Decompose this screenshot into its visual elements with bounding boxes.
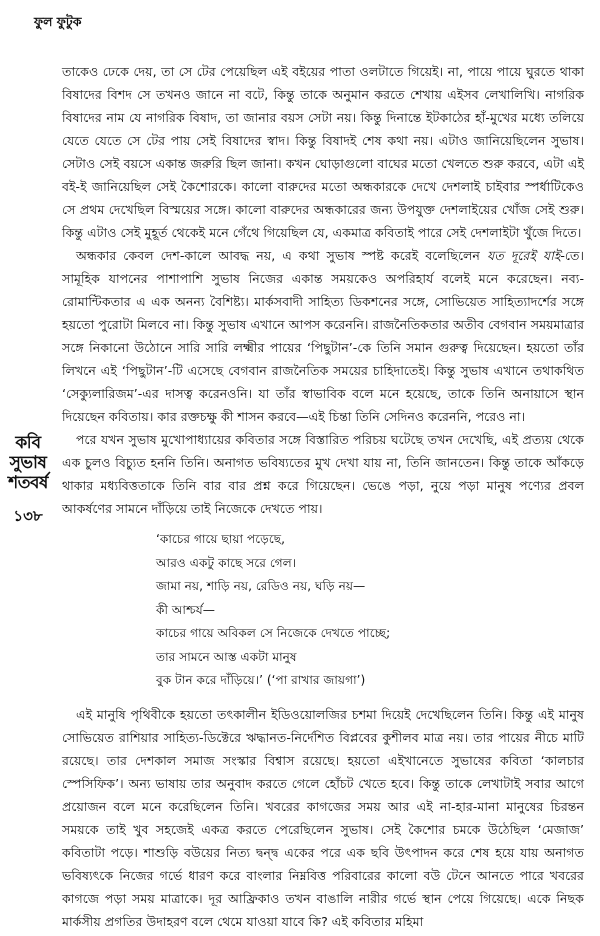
poem-line: কী আশ্চর্য— [156, 602, 215, 617]
paragraph-1: তাকেও ঢেকে দেয়, তা সে টের পেয়েছিল এই বইয়ের পাতা ওলটাতে গিয়েই। না, পায়ে পায়ে ঘুরতে থাকা বিষাদের বিশদ সে তখনও জানে না বটে, কিন্তু তাকে অনুমান করতে শেখায় এইসব লেখালিখি। নাগরিক বিষাদের নাম যে নাগরিক বিষাদ, তা জানার বয়স সেটা নয়। কিন্তু দিনান্তে ইটকাঠের হাঁ-মুখের মধ্যে তলিয়ে যেতে যেতে সে টের পায় সেই বিষাদের স্বাদ। কিন্তু বিষাদই শেষ কথা নয়। এটাও জানিয়েছিলেন সুভাষ। সেটাও সেই বয়সে একান্ত জরুরি ছিল জানা। কখন ঘোড়াগুলো বাঘের মতো খেলতে শুরু করবে, এটা এই বই-ই জানিয়েছিল সেই কৈশোরকে। কালো বারুদের মতো অন্ধকারকে দেখে দেশলাই চাইবার স্পর্ধাটিকেও সে প্রথম দেখেছিল বিস্ময়ের সঙ্গে। কালো বারুদের অন্ধকারের জন্য উপযুক্ত দেশলাইয়ের খোঁজ সেই শুরু। কিন্তু এটাও সেই মুহূর্ত থেকেই মনে গেঁথে গিয়েছিল যে, একমাত্র কবিতাই পারে সেই দেশলাইটা খুঁজে দিতে। [62, 64, 584, 240]
paragraph-2 [62, 244, 584, 428]
margin-title-line: সুভাষ [9, 453, 47, 473]
page-number: ১৩৮ [13, 507, 43, 525]
margin-title-line: কবি [15, 433, 41, 453]
poem-quote [156, 528, 584, 693]
margin-title-line: শতবর্ষ [8, 473, 48, 493]
book-title-reference: যত দূরেই যাই [487, 248, 561, 263]
poem-line: কাচের গায়ে অবিকল সে নিজেকে দেখতে পাচ্ছে; [156, 626, 391, 640]
paragraph-2-rest: -তে। সামূহিক যাপনের পাশাপাশি সুভাষ নিজের একান্ত সময়কেও অপরিহার্য বলেই মনে করেছেন। নব্য-রোমান্টিকতার এ এক অনন্য বৈশিষ্ট্য। মার্কসবাদী সাহিত্য ডিকশনের সঙ্গে, সোভিয়েত সাহিত্যাদর্শের সঙ্গে হয়তো পুরোটা মিলবে না। কিন্তু সুভাষ এখানে আপস করেননি। রাজনৈতিকতার অতীব বেগবান সময়মাত্রার সঙ্গে নিকানো উঠোনে সারি সারি লক্ষ্মীর পায়ের ‘পিছুটান’-কে তিনি সমান গুরুত্ব দিয়েছেন। হয়তো তাঁর লিখনে এই ‘পিছুটান’-টি এসেছে বেগবান রাজনৈতিক সময়ের চাহিদাতেই। কিন্তু সুভাষ এখানে তথাকথিত ‘সেক্যুলারিজম’-এর দাসত্ব করেনওনি। যা তাঁর স্বাভাবিক বলে মনে হয়েছে, তাকে তিনি অনায়াসে স্থান দিয়েছেন কবিতায়। কার রক্তচক্ষু কী শাসন করবে—এই চিন্তা তিনি সেদিনও করেননি, পরেও না। [62, 248, 584, 424]
poem-line: জামা নয়, শাড়ি নয়, রেডিও নয়, ঘড়ি নয়— [156, 579, 366, 593]
paragraph-3: পরে যখন সুভাষ মুখোপাধ্যায়ের কবিতার সঙ্গে বিস্তারিত পরিচয় ঘটেছে তখন দেখেছি, এই প্রত্যয় থেকে এক চুলও বিচ্যুত হননি তিনি। অনাগত ভবিষ্যতের মুখ দেখা যায় না, তিনি জানতেন। কিন্তু তাকে আঁকড়ে থাকার মধ্যবিত্ততাকে তিনি বার বার প্রশ্ন করে গিয়েছেন। ভেঙে পড়া, নুয়ে পড়া মানুষ পণ্যের প্রবল আকর্ষণের সামনে দাঁড়িয়ে তাই নিজেকে দেখতে পায়। [62, 432, 584, 516]
margin-book-title [4, 433, 52, 530]
poem-line: তার সামনে আস্ত একটা মানুষ [156, 649, 297, 664]
paragraph-4: এই মানুষি পৃথিবীকে হয়তো তৎকালীন ইডিওয়োলজির চশমা দিয়েই দেখেছিলেন তিনি। কিন্তু এই মানুষ সোভিয়েত রাশিয়ার সাহিত্য-ডিক্টেরে ঋদ্ধানত-নির্দেশিত বিপ্লবের কুশীলব মাত্র নয়। তার পায়ের নীচে মাটি রয়েছে। তার দেশকাল সমাজ সংস্কার বিশ্বাস রয়েছে। হয়তো এইখানেতে সুভাষের কবিতা ‘কালচার স্পেসিফিক’। অন্য ভাষায় তার অনুবাদ করতে গেলে হোঁচট খেতে হবে। কিন্তু তাকে লেখাটাই সবার আগে প্রয়োজন বলে মনে করেছিলেন তিনি। খবরের কাগজের সময় আর এই না-হার-মানা মানুষের চিরন্তন সময়কে তাই খুব সহজেই একত্র করতে পেরেছিলেন সুভাষ। সেই কৈশোর চমকে উঠেছিল ‘মেজাজ’ কবিতাটা পড়ে। শাশুড়ি বউয়ের নিত্য দ্বন্দ্ব একের পরে এক ছবি উৎপাদন করে শেষ হয়ে যায় অনাগত ভবিষ্যৎকে নিজের গর্ভে ধারণ করে বাংলার নিম্নবিত্ত পরিবারের কালো বউ টেনে আনতে পারে খবরের কাগজে পড়া সময় মাত্রাকে। দূর আফ্রিকাও তখন বাঙালি নারীর গর্ভে স্থান পেয়ে গিয়েছে। একে নিছক মার্কসীয় প্রগতির উদাহরণ বলে থেমে যাওয়া যাবে কি? এই কবিতার মহিমা [62, 706, 584, 929]
main-text [62, 60, 584, 933]
running-header: ফুল ফুটুক [34, 14, 82, 29]
poem-line: ‘কাচের গায়ে ছায়া পড়েছে, [156, 532, 285, 546]
poem-line: আরও একটু কাছে সরে গেল। [156, 555, 297, 570]
poem-line: বুক টান করে দাঁড়িয়ে।’ (‘পা রাখার জায়গা’) [156, 673, 366, 687]
paragraph-2-start: অন্ধকার কেবল দেশ-কালে আবদ্ধ নয়, এ কথা সুভাষ স্পষ্ট করেই বলেছিলেন [76, 248, 480, 263]
